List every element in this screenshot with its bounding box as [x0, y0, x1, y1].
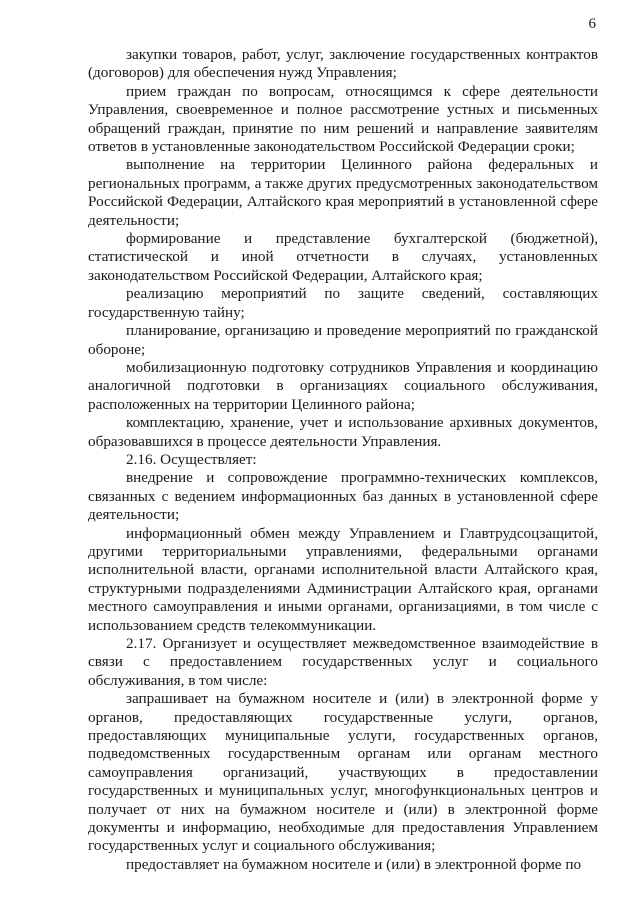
paragraph: 2.17. Организует и осуществляет межведомственное взаимодействие в связи с предоставлением государственных услуг и социального обслуживания, в том числе:	[88, 635, 598, 689]
paragraph: выполнение на территории Целинного района федеральных и региональных программ, а также других предусмотренных законодательством Российской Федерации, Алтайского края мероприятий в установленной сфере деятельности;	[88, 156, 598, 229]
section-heading: 2.16. Осуществляет:	[126, 450, 257, 468]
paragraph: закупки товаров, работ, услуг, заключение государственных контрактов (договоров) для обеспечения нужд Управления;	[88, 46, 598, 82]
page-number: 6	[588, 16, 596, 32]
paragraph: предоставляет на бумажном носителе и (или) в электронной форме по	[126, 855, 582, 873]
paragraph: реализацию мероприятий по защите сведений, составляющих государственную тайну;	[88, 285, 598, 321]
document-body	[88, 46, 598, 874]
paragraph: внедрение и сопровождение программно-технических комплексов, связанных с ведением информационных баз данных в установленной сфере деятельности;	[88, 469, 598, 524]
paragraph: планирование, организацию и проведение мероприятий по гражданской обороне;	[88, 322, 598, 358]
paragraph: информационный обмен между Управлением и Главтрудсоцзащитой, другими территориальными управлениями, федеральными органами исполнительной власти, органами исполнительной власти Алтайского края, структурными подразделениями Администрации Алтайского края, органами местного самоуправления и иными органами, организациями, в том числе с использованием средств телекоммуникации.	[88, 524, 598, 634]
paragraph: прием граждан по вопросам, относящимся к сфере деятельности Управления, своевременное и полное рассмотрение устных и письменных обращений граждан, принятие по ним решений и направление заявителям ответов в установленные законодательством Российской Федерации сроки;	[88, 82, 598, 156]
paragraph: запрашивает на бумажном носителе и (или) в электронной форме у органов, предоставляющих государственные услуги, органов, предоставляющих муниципальные услуги, государственных органов, подведомственных государственным органам или органам местного самоуправления организаций, участвующих в предоставлении государственных и муниципальных услуг, многофункциональных центров и получает от них на бумажном носителе и (или) в электронной форме документы и информацию, необходимые для предоставления Управлением государственных услуг и социального обслуживания;	[88, 690, 598, 855]
paragraph: мобилизационную подготовку сотрудников Управления и координацию аналогичной подготовки в организациях социального обслуживания, расположенных на территории Целинного района;	[88, 358, 598, 413]
paragraph: формирование и представление бухгалтерской (бюджетной), статистической и иной отчетности в случаях, установленных законодательством Российской Федерации, Алтайского края;	[88, 230, 598, 284]
paragraph: комплектацию, хранение, учет и использование архивных документов, образовавшихся в процессе деятельности Управления.	[88, 414, 598, 450]
